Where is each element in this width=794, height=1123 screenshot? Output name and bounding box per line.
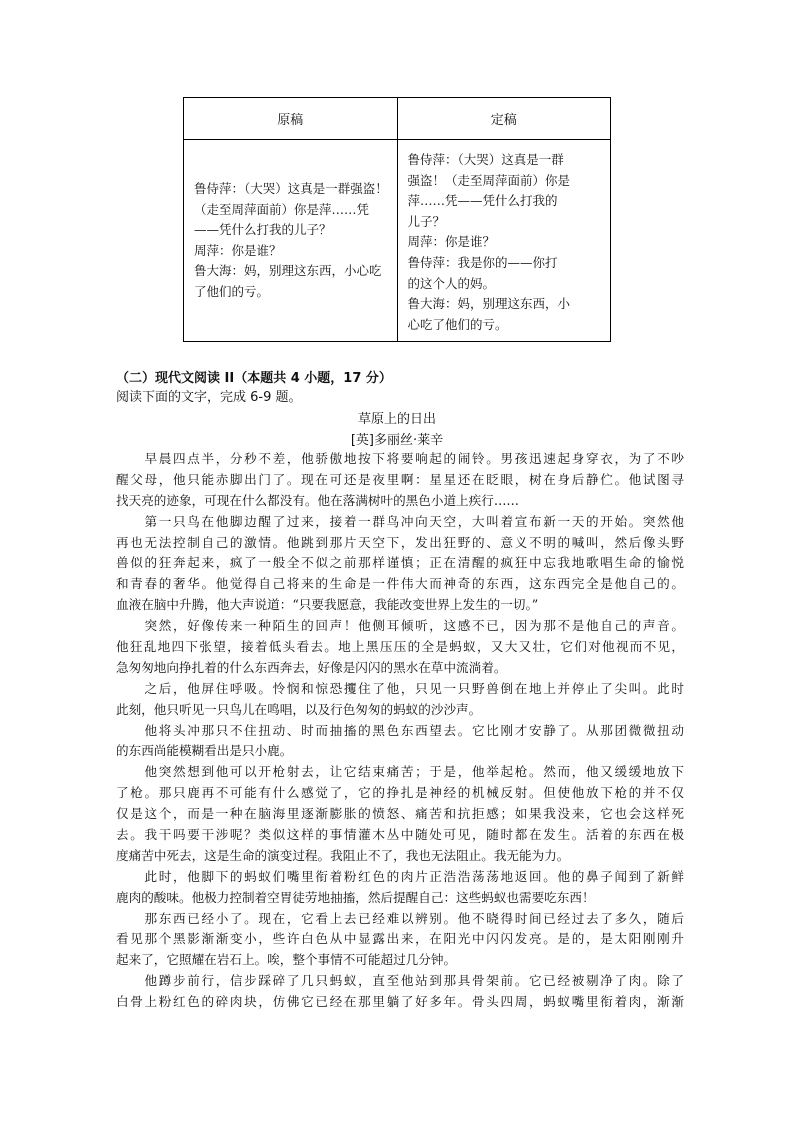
final-line: 周萍：你是谁？ — [407, 234, 496, 250]
story-line: 醒父母，他只能赤脚出门了。现在可还是夜里啊：星星还在眨眼，树在身后静伫。他试图寻 — [116, 471, 684, 487]
story-line: 和青春的奢华。他觉得自己将来的生命是一件伟大而神奇的东西，这东西完全是他自己的。 — [116, 576, 684, 592]
comparison-table-body — [184, 140, 610, 342]
story-line: 再也无法控制自己的激情。他跳到那片天空下，发出狂野的、意义不明的喊叫，然后像头野 — [116, 534, 684, 550]
story-line: 第一只鸟在他脚边醒了过来，接着一群鸟冲向天空，大叫着宣布新一天的开始。突然他 — [116, 513, 684, 529]
story-line: 之后，他屏住呼吸。怜悯和惊恐攫住了他，只见一只野兽倒在地上并停止了尖叫。此时 — [116, 680, 684, 696]
draft-line: 周萍：你是谁？ — [194, 242, 282, 258]
story-line: 急匆匆地向挣扎着的什么东西奔去，好像是闪闪的黑水在草中流淌着。 — [116, 659, 507, 675]
final-column — [398, 140, 611, 342]
story-line: 他蹲步前行，信步踩碎了几只蚂蚁，直至他站到那具骨架前。它已经被剔净了肉。除了 — [116, 973, 684, 989]
story-line: 找天亮的迹象，可现在什么都没有。他在落满树叶的黑色小道上疾行…… — [116, 492, 519, 508]
story-line: 突然，好像传来一种陌生的回声！他侧耳倾听，这感不已，因为那不是他自己的声音。 — [116, 618, 684, 634]
story-line: 血液在脑中升腾，他大声说道：“只要我愿意，我能改变世界上发生的一切。” — [116, 597, 539, 613]
story-line: 此刻，他只听见一只鸟儿在鸣唱，以及行色匆匆的蚂蚁的沙沙声。 — [116, 701, 482, 717]
story-line: 他狂乱地四下张望，接着低头看去。地上黑压压的全是蚂蚁，又大又壮，它们对他视而不见， — [116, 639, 684, 655]
story-line: 度痛苦中死去，这是生命的演变过程。我阻止不了，我也无法阻止。我无能为力。 — [116, 847, 570, 863]
draft-line: ——凭什么打我的儿子？ — [194, 222, 332, 238]
story-line: 白骨上粉红色的碎肉块，仿佛它已经在那里躺了好多年。骨头四周，蚂蚁嘴里衔着肉，渐渐 — [116, 994, 684, 1010]
reading-instruction: 阅读下面的文字，完成 6-9 题。 — [116, 390, 302, 405]
draft-line: （走至周萍面前）你是萍……凭 — [194, 201, 370, 217]
story-line: 去。我干吗要干涉呢？类似这样的事情灌木丛中随处可见，随时都在发生。活着的东西在极 — [116, 827, 684, 843]
final-line: 鲁侍萍：（大哭）这真是一群 — [407, 152, 564, 167]
final-line: 的这个人的妈。 — [407, 275, 496, 291]
draft-line: 鲁侍萍：（大哭）这真是一群强盗！ — [194, 181, 388, 196]
story-line: 鹿肉的酸味。他极力控制着空胃徒劳地抽搐，然后提醒自己：这些蚂蚁也需要吃东西！ — [116, 889, 595, 905]
draft-line: 鲁大海：妈，别理这东西，小心吃 — [194, 263, 382, 279]
draft-line: 了他们的亏。 — [194, 283, 270, 299]
final-line: 萍……凭——凭什么打我的 — [407, 193, 558, 209]
story-line: 看见那个黑影渐渐变小，些许白色从中显露出来，在阳光中闪闪发亮。是的，是太阳刚刚升 — [116, 931, 684, 947]
story-line: 此时，他脚下的蚂蚁们嘴里衔着粉红色的肉片正浩浩荡荡地返回。他的鼻子闻到了新鲜 — [116, 868, 684, 884]
draft-column — [184, 140, 398, 342]
story-line: 兽似的狂奔起来，疯了一般全不似之前那样谨慎；正在清醒的疯狂中忘我地歌唱生命的愉悦 — [116, 555, 684, 571]
story-line: 了枪。那只鹿再不可能有什么感觉了，它的挣扎是神经的机械反射。但使他放下枪的并不仅 — [116, 785, 684, 801]
story-line: 那东西已经小了。现在，它看上去已经难以辨别。他不晓得时间已经过去了多久，随后 — [116, 910, 684, 926]
final-line: 鲁侍萍：我是你的——你打 — [407, 254, 558, 270]
comparison-table — [183, 97, 611, 342]
final-line: 强盗！（走至周萍面前）你是 — [407, 172, 571, 188]
story-author: [英]多丽丝·莱辛 — [350, 433, 444, 448]
final-line: 儿子？ — [407, 213, 446, 229]
story-line: 的东西尚能模糊看出是只小鹿。 — [116, 743, 293, 759]
story-line: 他将头冲那只不住扭动、时而抽搐的黑色东西望去。它比刚才安静了。从那团微微扭动 — [116, 722, 684, 738]
header-final: 定稿 — [490, 113, 517, 128]
final-line: 鲁大海：妈，别理这东西，小 — [407, 296, 571, 312]
story-line: 他突然想到他可以开枪射去，让它结束痛苦；于是，他举起枪。然而，他又缓缓地放下 — [116, 764, 684, 780]
header-draft: 原稿 — [184, 98, 398, 139]
section-title: （二）现代文阅读 II（本题共 4 小题，17 分） — [116, 371, 392, 386]
story-line: 起来了，它照耀在岩石上。唉，整个事情不可能超过几分钟。 — [116, 952, 457, 968]
story-line: 仅是这个，而是一种在脑海里逐渐膨胀的愤怒、痛苦和抗拒感；如果我没来，它也会这样死 — [116, 806, 684, 822]
story-body — [116, 449, 684, 1013]
comparison-table-header — [184, 98, 610, 140]
story-title: 草原上的日出 — [357, 412, 436, 427]
story-line: 早晨四点半，分秒不差，他骄傲地按下将要响起的闹铃。男孩迅速起身穿衣，为了不吵 — [116, 451, 684, 466]
final-line: 心吃了他们的亏。 — [407, 316, 508, 332]
